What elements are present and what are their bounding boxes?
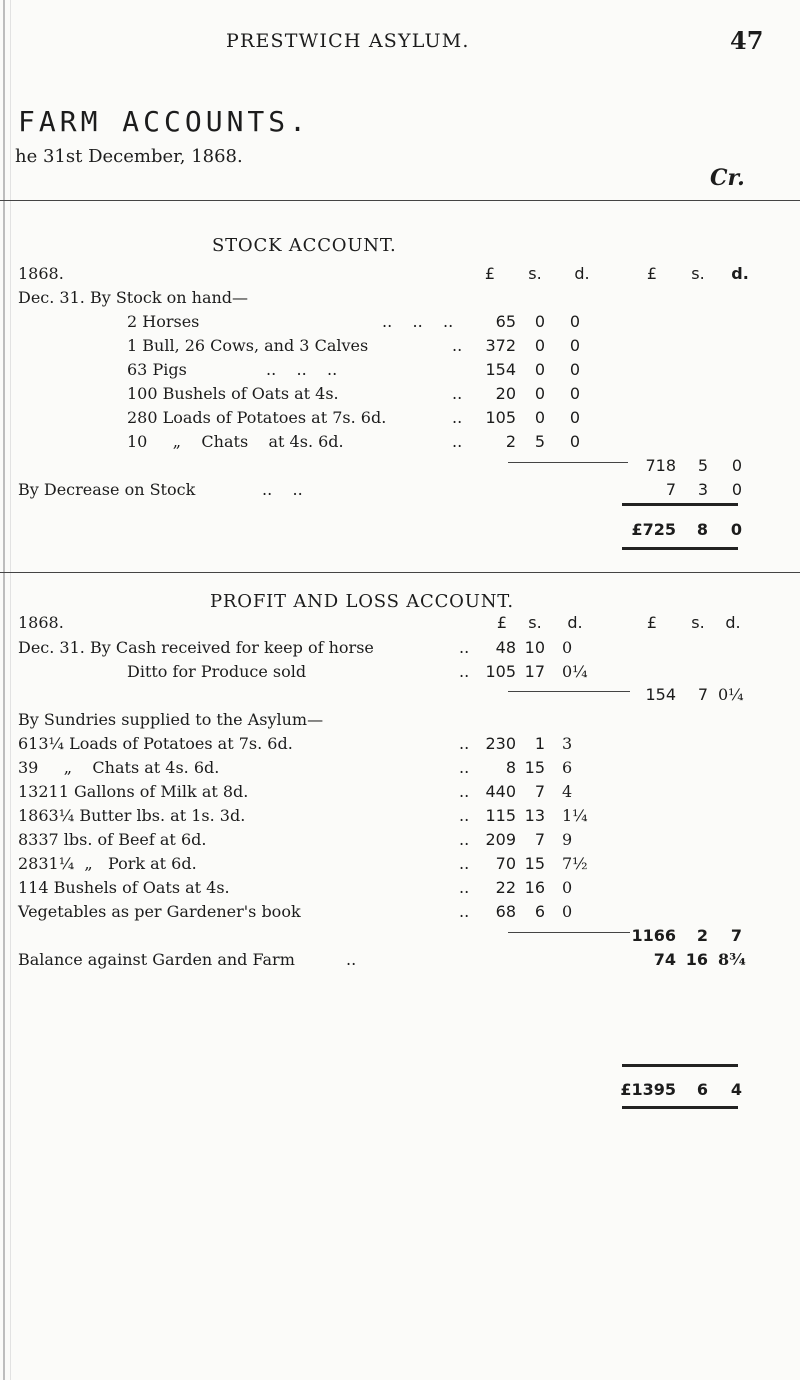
stock-total-rule-bottom — [622, 547, 738, 550]
pl-balance-shillings: 16 — [685, 950, 708, 969]
pl-sundry-shillings: 7 — [534, 782, 545, 801]
stock-item-pence: 0 — [569, 312, 580, 331]
pl-sundry-pounds: 115 — [485, 806, 516, 825]
pl-cash-subtotal-shillings: 7 — [697, 685, 708, 704]
pl-total-pence: 4 — [730, 1080, 742, 1099]
pl-sundries-subtotal-pounds: 1166 — [631, 926, 676, 945]
leader-dots: .. .. — [262, 480, 303, 499]
stock-col-pence-1: d. — [574, 264, 590, 283]
pl-sundry-pounds: 70 — [495, 854, 516, 873]
pl-cash-pounds: 48 — [495, 638, 516, 657]
pl-cash-label: Ditto for Produce sold — [127, 662, 307, 681]
leader-dots: .. — [459, 878, 470, 897]
stock-heading: STOCK ACCOUNT. — [212, 235, 397, 256]
stock-item-label: 10 „ Chats at 4s. 6d. — [127, 432, 344, 451]
pl-total-shillings: 6 — [696, 1080, 708, 1099]
stock-col-shillings-1: s. — [528, 264, 542, 283]
pl-cash-shillings: 10 — [524, 638, 545, 657]
header-divider — [0, 200, 800, 201]
pl-sundry-pence: 6 — [562, 758, 573, 777]
page-edge-shadow — [10, 0, 11, 1380]
pl-col-shillings-1: s. — [528, 613, 542, 632]
stock-total-rule-top — [622, 503, 738, 506]
pl-sundry-label: 613¼ Loads of Potatoes at 7s. 6d. — [18, 734, 293, 753]
pl-sundry-pence: 7½ — [562, 854, 588, 873]
pl-col-pounds-2: £ — [646, 613, 658, 632]
leader-dots: .. — [459, 662, 470, 681]
pl-sundry-shillings: 1 — [534, 734, 545, 753]
pl-sundry-shillings: 15 — [524, 758, 545, 777]
pl-cash-label: Dec. 31. By Cash received for keep of horse — [18, 638, 374, 657]
stock-col-shillings-2: s. — [691, 264, 705, 283]
stock-item-pounds: 372 — [485, 336, 516, 355]
pl-sundry-pence: 0 — [562, 878, 573, 897]
pl-total-rule-bottom — [622, 1106, 738, 1109]
leader-dots: .. — [459, 758, 470, 777]
pl-sundry-label: 13211 Gallons of Milk at 8d. — [18, 782, 249, 801]
pl-sundry-pence: 0 — [562, 902, 573, 921]
stock-decrease-label: By Decrease on Stock — [18, 480, 196, 499]
stock-subtotal-shillings: 5 — [697, 456, 708, 475]
page-number: 47 — [730, 26, 764, 55]
pl-cash-subtotal-pence: 0¼ — [718, 685, 744, 704]
leader-dots: .. — [459, 782, 470, 801]
stock-item-pence: 0 — [569, 384, 580, 403]
pl-total-pounds: £1395 — [620, 1080, 676, 1099]
pl-cash-sum-rule — [508, 691, 630, 692]
stock-item-pounds: 65 — [495, 312, 516, 331]
leader-dots: .. — [452, 432, 463, 451]
leader-dots: .. — [459, 854, 470, 873]
stock-item-shillings: 0 — [534, 336, 545, 355]
stock-date-line: Dec. 31. By Stock on hand— — [18, 288, 249, 307]
stock-item-pence: 0 — [569, 432, 580, 451]
pl-sundries-subtotal-pence: 7 — [730, 926, 742, 945]
stock-item-pounds: 105 — [485, 408, 516, 427]
leader-dots: .. — [346, 950, 357, 969]
pl-sundry-pounds: 440 — [485, 782, 516, 801]
running-title: PRESTWICH ASYLUM. — [226, 30, 470, 52]
section-divider — [0, 572, 800, 573]
leader-dots: .. — [459, 806, 470, 825]
pl-sundry-label: 39 „ Chats at 4s. 6d. — [18, 758, 220, 777]
stock-item-pounds: 20 — [495, 384, 516, 403]
pl-balance-label: Balance against Garden and Farm — [18, 950, 295, 969]
pl-sundry-pence: 4 — [562, 782, 573, 801]
stock-total-pence: 0 — [730, 520, 742, 539]
banner-title: FARM ACCOUNTS. — [18, 105, 311, 138]
stock-subtotal-pounds: 718 — [645, 456, 676, 475]
stock-item-pence: 0 — [569, 336, 580, 355]
leader-dots: .. — [459, 638, 470, 657]
stock-item-label: 1 Bull, 26 Cows, and 3 Calves — [127, 336, 369, 355]
pl-heading: PROFIT AND LOSS ACCOUNT. — [210, 591, 514, 612]
cr-mark: Cr. — [710, 165, 745, 191]
pl-sundries-heading: By Sundries supplied to the Asylum— — [18, 710, 324, 729]
pl-col-pence-1: d. — [567, 613, 583, 632]
stock-item-pounds: 154 — [485, 360, 516, 379]
stock-item-pounds: 2 — [505, 432, 516, 451]
pl-cash-subtotal-pounds: 154 — [645, 685, 676, 704]
stock-col-pence-2: d. — [731, 264, 749, 283]
pl-sundry-pence: 3 — [562, 734, 573, 753]
stock-total-pounds: £725 — [631, 520, 676, 539]
pl-sundry-shillings: 16 — [524, 878, 545, 897]
pl-sundry-shillings: 6 — [534, 902, 545, 921]
pl-sundry-shillings: 15 — [524, 854, 545, 873]
stock-decrease-pence: 0 — [731, 480, 742, 499]
stock-sum-rule — [508, 462, 628, 463]
stock-col-pounds-2: £ — [646, 264, 658, 283]
stock-item-label: 63 Pigs — [127, 360, 187, 379]
leader-dots: .. .. .. — [382, 312, 454, 331]
pl-cash-shillings: 17 — [524, 662, 545, 681]
stock-item-shillings: 0 — [534, 312, 545, 331]
pl-sundry-shillings: 13 — [524, 806, 545, 825]
pl-balance-pounds: 74 — [653, 950, 676, 969]
pl-sundry-pounds: 230 — [485, 734, 516, 753]
pl-sundry-shillings: 7 — [534, 830, 545, 849]
pl-year: 1868. — [18, 613, 64, 632]
pl-sundry-pounds: 8 — [505, 758, 516, 777]
pl-balance-pence: 8¾ — [718, 950, 746, 969]
pl-sundry-pounds: 22 — [495, 878, 516, 897]
pl-sundry-pounds: 209 — [485, 830, 516, 849]
pl-sundry-label: 8337 lbs. of Beef at 6d. — [18, 830, 207, 849]
stock-subtotal-pence: 0 — [731, 456, 742, 475]
leader-dots: .. — [459, 830, 470, 849]
pl-col-pounds-1: £ — [496, 613, 508, 632]
stock-item-label: 280 Loads of Potatoes at 7s. 6d. — [127, 408, 387, 427]
leader-dots: .. — [459, 734, 470, 753]
pl-sundry-pence: 9 — [562, 830, 573, 849]
stock-item-label: 100 Bushels of Oats at 4s. — [127, 384, 339, 403]
page-edge-left — [3, 0, 5, 1380]
pl-sundry-label: 1863¼ Butter lbs. at 1s. 3d. — [18, 806, 246, 825]
stock-item-pence: 0 — [569, 408, 580, 427]
pl-total-rule-top — [622, 1064, 738, 1067]
stock-decrease-shillings: 3 — [697, 480, 708, 499]
stock-item-shillings: 0 — [534, 360, 545, 379]
pl-cash-pence: 0 — [562, 638, 573, 657]
stock-year: 1868. — [18, 264, 64, 283]
pl-sundry-label: Vegetables as per Gardener's book — [18, 902, 301, 921]
pl-sundry-pence: 1¼ — [562, 806, 588, 825]
pl-sundries-sum-rule — [508, 932, 630, 933]
leader-dots: .. — [459, 902, 470, 921]
pl-col-pence-2: d. — [725, 613, 741, 632]
stock-item-label: 2 Horses — [127, 312, 200, 331]
leader-dots: .. — [452, 408, 463, 427]
leader-dots: .. — [452, 384, 463, 403]
stock-col-pounds-1: £ — [484, 264, 496, 283]
pl-sundry-label: 114 Bushels of Oats at 4s. — [18, 878, 230, 897]
stock-item-shillings: 0 — [534, 384, 545, 403]
pl-sundries-subtotal-shillings: 2 — [696, 926, 708, 945]
pl-sundry-label: 2831¼ „ Pork at 6d. — [18, 854, 197, 873]
stock-decrease-pounds: 7 — [665, 480, 676, 499]
stock-item-shillings: 5 — [534, 432, 545, 451]
pl-cash-pounds: 105 — [485, 662, 516, 681]
stock-total-shillings: 8 — [696, 520, 708, 539]
pl-cash-pence: 0¼ — [562, 662, 588, 681]
stock-item-pence: 0 — [569, 360, 580, 379]
subtitle: he 31st December, 1868. — [15, 146, 243, 167]
pl-sundry-pounds: 68 — [495, 902, 516, 921]
stock-item-shillings: 0 — [534, 408, 545, 427]
leader-dots: .. .. .. — [266, 360, 338, 379]
pl-col-shillings-2: s. — [691, 613, 705, 632]
leader-dots: .. — [452, 336, 463, 355]
